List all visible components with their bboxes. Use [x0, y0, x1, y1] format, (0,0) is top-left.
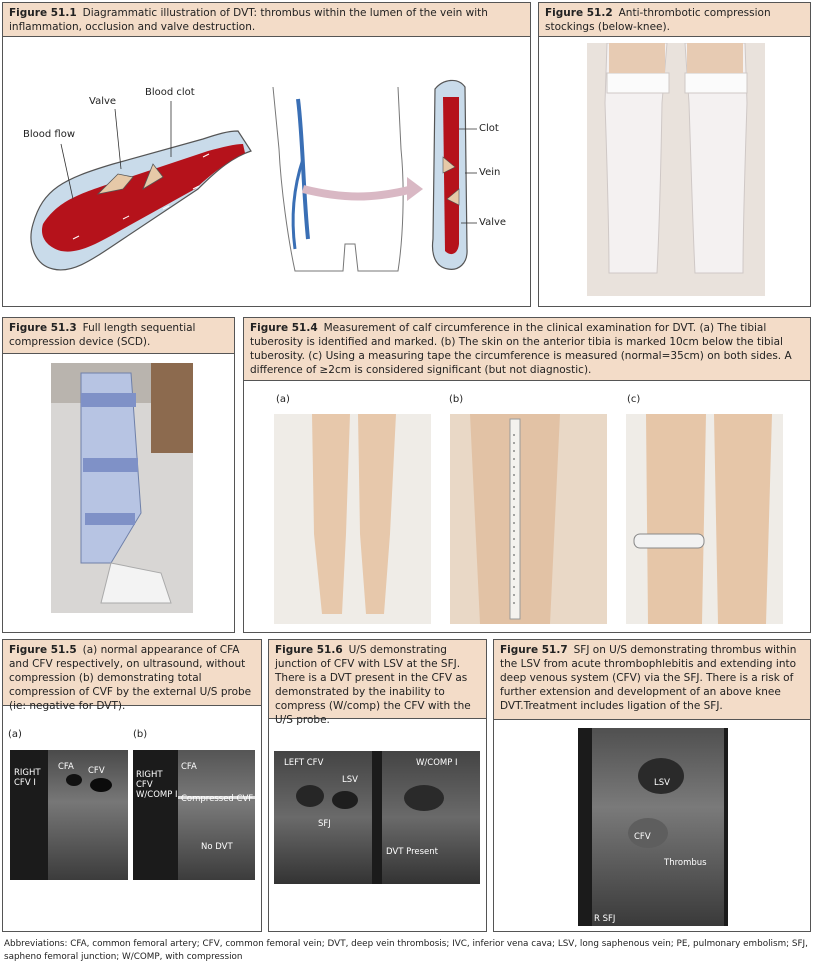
label-compressed-cvf: Compressed CVF [181, 794, 254, 804]
figure-number: Figure 51.2 [545, 7, 613, 19]
figure-51-4 [243, 317, 811, 633]
label-sfj: SFJ [318, 819, 331, 829]
sublabel-a: (a) [276, 394, 290, 405]
ultrasound-sfj [274, 751, 480, 884]
figure-number: Figure 51.3 [9, 322, 77, 334]
figure-51-6 [268, 639, 487, 932]
label-cfv: CFV [88, 766, 105, 776]
label-clot: Clot [479, 123, 499, 134]
label-vein: Vein [479, 167, 501, 178]
figure-51-3 [2, 317, 235, 633]
caption-text: U/S demonstrating junction of CFV with LSV at the SFJ. There is a DVT present in the CFV as demonstrated by the inability to compress (W/comp) the CFV with the U/S probe. [275, 644, 471, 726]
label-lsv: LSV [654, 778, 670, 788]
label-cfa: CFA [181, 762, 197, 772]
sublabel-c: (c) [627, 394, 641, 405]
calf-photo-b [450, 414, 607, 624]
sublabel-b: (b) [133, 729, 148, 740]
caption-text: Anti-thrombotic compression stockings (below-knee). [545, 7, 771, 33]
figure-51-1 [2, 2, 531, 307]
label-valve-right: Valve [479, 217, 507, 228]
vein-vertical [433, 80, 477, 269]
figure-caption [3, 318, 234, 354]
label-cfa: CFA [58, 762, 74, 772]
sublabel-b: (b) [449, 394, 464, 405]
ultrasound-thrombus [578, 728, 728, 926]
label-thrombus: Thrombus [664, 858, 707, 868]
figure-caption [3, 3, 530, 37]
caption-text: SFJ on U/S demonstrating thrombus within the LSV from acute thrombophlebitis and extending into deep venous system (CFV) via the SFJ. There is a risk of further extension and development of an above knee DVT.Treatment includes ligation of the SFJ. [500, 644, 797, 712]
label-valve: Valve [89, 96, 117, 107]
figure-number: Figure 51.4 [250, 322, 318, 334]
scd-photo [51, 363, 193, 613]
figure-number: Figure 51.6 [275, 644, 343, 656]
figure-caption [269, 640, 486, 726]
label-right-cfv: RIGHT CFV I [14, 768, 41, 788]
caption-text: (a) normal appearance of CFA and CFV respectively, on ultrasound, without compression (b) demonstrating total compression of CVF by the external U/S probe (ie: negative for DVT). [9, 644, 252, 712]
figure-caption [3, 640, 261, 712]
abbreviations-footnote: Abbreviations: CFA, common femoral artery; CFV, common femoral vein; DVT, deep vein thrombosis; IVC, inferior vena cava; LSV, long saphenous vein; PE, pulmonary embolism; SFJ, sapheno femoral junction; W/COMP, with compression [4, 939, 808, 962]
sublabel-a: (a) [8, 729, 22, 740]
vein-section [31, 131, 251, 270]
ultrasound-b [133, 750, 255, 880]
figure-caption [494, 640, 810, 720]
label-r-sfj: R SFJ [594, 914, 616, 924]
figure-caption [539, 3, 810, 37]
figure-51-5 [2, 639, 262, 932]
caption-text: Diagrammatic illustration of DVT: thrombus within the lumen of the vein with inflammation, occlusion and valve destruction. [9, 7, 488, 33]
label-lsv: LSV [342, 775, 358, 785]
caption-text: Full length sequential compression device (SCD). [9, 322, 196, 348]
label-cfv: CFV [634, 832, 651, 842]
stockings-photo [587, 43, 765, 296]
label-wcomp: W/COMP I [416, 758, 458, 768]
label-right-cfv-wcomp: RIGHT CFV W/COMP I [136, 770, 178, 800]
calf-photo-a [274, 414, 431, 624]
figure-number: Figure 51.5 [9, 644, 77, 656]
label-dvt-present: DVT Present [386, 847, 438, 857]
figure-number: Figure 51.1 [9, 7, 77, 19]
figure-caption [244, 318, 810, 381]
label-no-dvt: No DVT [201, 842, 233, 852]
leg-illustration [273, 87, 423, 271]
label-blood-clot: Blood clot [145, 87, 195, 98]
figure-51-2 [538, 2, 811, 307]
figure-51-7 [493, 639, 811, 932]
label-blood-flow: Blood flow [23, 129, 75, 140]
calf-photo-c [626, 414, 783, 624]
dvt-diagram [3, 39, 530, 307]
ultrasound-a [10, 750, 128, 880]
label-left-cfv: LEFT CFV [284, 758, 324, 768]
figure-number: Figure 51.7 [500, 644, 568, 656]
caption-text: Measurement of calf circumference in the clinical examination for DVT. (a) The tibial tuberosity is identified and marked. (b) The skin on the anterior tibia is marked 10cm below the tibial tuberosity. (c) Using a measuring tape the circumference is measured (normal=35cm) on both sides. A difference of ≥2cm is considered significant (but not diagnostic). [250, 322, 792, 376]
